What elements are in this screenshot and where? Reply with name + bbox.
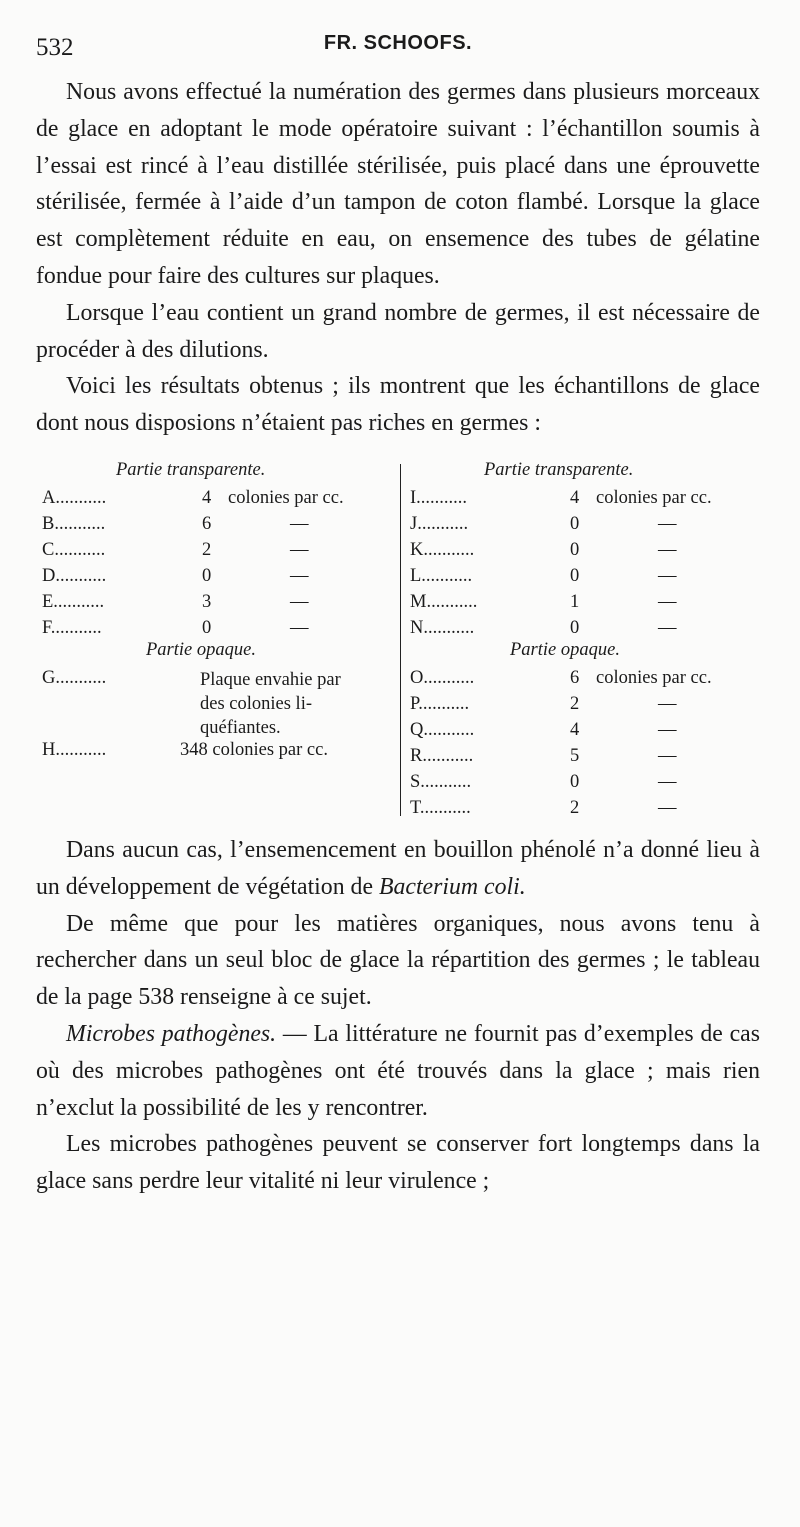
row-value: 0 xyxy=(570,565,580,586)
species-name: Bacterium coli. xyxy=(378,873,526,900)
row-value: 0 xyxy=(570,513,580,534)
row-ditto-dash: — xyxy=(658,539,677,560)
table-row xyxy=(410,720,760,746)
table-row xyxy=(410,798,760,824)
paragraph-text: Dans aucun cas, l’ensemencement en bouillon phénolé n’a donné lieu à un développement de végétation de xyxy=(36,836,760,900)
row-ditto-dash: — xyxy=(658,745,677,766)
page-header xyxy=(36,30,760,74)
row-label: L........... xyxy=(410,565,473,586)
row-ditto-dash: — xyxy=(290,565,309,586)
row-ditto-dash: — xyxy=(290,617,309,638)
row-G-desc-2: des colonies li- xyxy=(200,693,313,714)
table-row xyxy=(410,746,760,772)
row-value: 1 xyxy=(570,591,580,612)
row-label: R........... xyxy=(410,745,474,766)
row-label: B........... xyxy=(42,513,106,534)
row-label: Q........... xyxy=(410,719,475,740)
row-label: K........... xyxy=(410,539,475,560)
table-row xyxy=(42,514,392,540)
row-label: C........... xyxy=(42,539,106,560)
row-ditto-dash: — xyxy=(658,591,677,612)
row-ditto-dash: — xyxy=(658,797,677,818)
row-unit: colonies par cc. xyxy=(228,487,344,508)
table-row-H xyxy=(42,740,392,766)
table-row xyxy=(42,592,392,618)
row-value: 2 xyxy=(570,797,580,818)
row-unit: colonies par cc. xyxy=(596,667,712,688)
page-number: 532 xyxy=(36,34,74,61)
row-label: F........... xyxy=(42,617,102,638)
paragraph-pathogens xyxy=(36,1016,760,1126)
paragraph-dilutions: Lorsque l’eau contient un grand nombre de germes, il est nécessaire de procéder à des dilutions. xyxy=(36,299,760,363)
row-label: E........... xyxy=(42,591,105,612)
table-row xyxy=(410,592,760,618)
table-row xyxy=(410,540,760,566)
row-label: I........... xyxy=(410,487,468,508)
left-transparent-heading: Partie transparente. xyxy=(116,459,266,480)
row-value: 0 xyxy=(202,617,212,638)
row-G-desc-3: quéfiantes. xyxy=(200,717,281,738)
row-value: 4 xyxy=(202,487,212,508)
row-label: A........... xyxy=(42,487,107,508)
row-G-desc-1: Plaque envahie par xyxy=(200,669,341,690)
table-row xyxy=(410,668,760,694)
table-row xyxy=(410,772,760,798)
table-row xyxy=(410,514,760,540)
row-unit: colonies par cc. xyxy=(596,487,712,508)
row-ditto-dash: — xyxy=(290,513,309,534)
paragraph-method: Nous avons effectué la numération des germes dans plusieurs morceaux de glace en adoptant le mode opératoire suivant : l’échantillon soumis à l’essai est rincé à l’eau distillée stérilisée, puis placé dans une éprouvette stérilisée, fermée à l’aide d’un tampon de coton flambé. Lorsque la glace est complètement réduite en eau, on ensemence des tubes de gélatine fondue pour faire des cultures sur plaques. xyxy=(36,79,760,289)
table-row xyxy=(410,694,760,720)
row-value: 348 colonies par cc. xyxy=(180,739,328,760)
row-label: H........... xyxy=(42,739,107,760)
row-ditto-dash: — xyxy=(658,771,677,792)
row-value: 2 xyxy=(202,539,212,560)
row-value: 5 xyxy=(570,745,580,766)
row-value: 4 xyxy=(570,719,580,740)
row-ditto-dash: — xyxy=(658,693,677,714)
row-value: 6 xyxy=(202,513,212,534)
row-label: M........... xyxy=(410,591,478,612)
row-value: 6 xyxy=(570,667,580,688)
row-label: S........... xyxy=(410,771,472,792)
right-transparent-heading: Partie transparente. xyxy=(484,459,634,480)
table-row xyxy=(410,566,760,592)
germ-count-table xyxy=(36,460,760,820)
row-value: 2 xyxy=(570,693,580,714)
row-label: P........... xyxy=(410,693,470,714)
row-label: N........... xyxy=(410,617,475,638)
right-opaque-heading: Partie opaque. xyxy=(510,639,620,660)
row-label: D........... xyxy=(42,565,107,586)
paragraph-survival: Les microbes pathogènes peuvent se conserver fort longtemps dans la glace sans perdre leur vitalité ni leur virulence ; xyxy=(36,1131,760,1195)
paragraph-text: — La littérature ne fournit pas d’exemples de cas où des microbes pathogènes ont été trouvés dans la glace ; mais rien n’exclut la possibilité de les y rencontrer. xyxy=(36,1020,761,1121)
row-label: T........... xyxy=(410,797,471,818)
row-value: 3 xyxy=(202,591,212,612)
row-ditto-dash: — xyxy=(658,719,677,740)
row-value: 0 xyxy=(570,539,580,560)
row-ditto-dash: — xyxy=(658,617,677,638)
row-ditto-dash: — xyxy=(290,539,309,560)
left-opaque-heading: Partie opaque. xyxy=(146,639,256,660)
table-row xyxy=(410,488,760,514)
paragraph-bacterium-coli xyxy=(36,832,760,906)
table-divider xyxy=(400,464,401,816)
paragraph-results-intro: Voici les résultats obtenus ; ils montrent que les échantillons de glace dont nous disposions n’étaient pas riches en germes : xyxy=(36,373,760,437)
row-label: G........... xyxy=(42,667,107,688)
running-head: FR. SCHOOFS. xyxy=(323,32,473,54)
row-value: 0 xyxy=(570,771,580,792)
table-row-G xyxy=(42,667,392,738)
section-heading: Microbes pathogènes. xyxy=(66,1020,277,1047)
paragraph-distribution: De même que pour les matières organiques, nous avons tenu à rechercher dans un seul bloc de glace la répartition des germes ; le tableau de la page 538 renseigne à ce sujet. xyxy=(36,910,760,1011)
table-row xyxy=(42,488,392,514)
row-ditto-dash: — xyxy=(290,591,309,612)
row-ditto-dash: — xyxy=(658,513,677,534)
row-value: 0 xyxy=(570,617,580,638)
row-label: J........... xyxy=(410,513,469,534)
table-row xyxy=(42,540,392,566)
row-ditto-dash: — xyxy=(658,565,677,586)
row-value: 4 xyxy=(570,487,580,508)
table-row xyxy=(42,566,392,592)
row-label: O........... xyxy=(410,667,475,688)
row-value: 0 xyxy=(202,565,212,586)
